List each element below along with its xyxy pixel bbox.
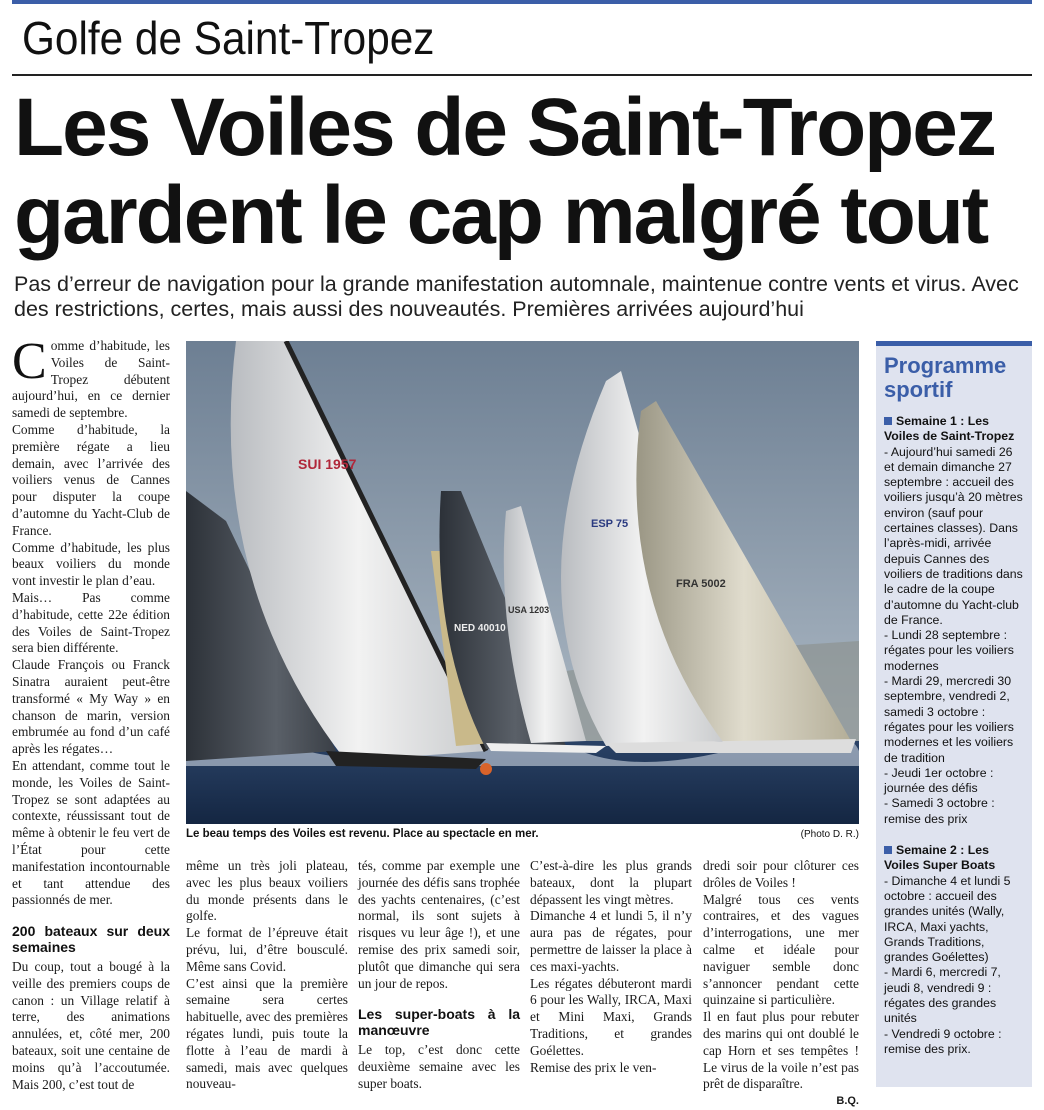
schedule-item: - Jeudi 1er octobre : journée des défis [884, 765, 994, 796]
paragraph: Comme d’habitude, la première régate a lieu demain, avec l’arrivée des voiliers venus de Cannes pour disputer la coupe d’automne du Yacht-Club de France. [12, 421, 170, 538]
sidebar-title: Programme sportif [884, 353, 1007, 402]
paragraph: Mais… Pas comme d’habitude, cette 22e édition des Voiles de Saint-Tropez sera bien différente. [12, 589, 170, 656]
programme-sidebar [876, 341, 1032, 1087]
sail-number: NED 40010 [454, 623, 506, 634]
sail-number: ESP 75 [591, 518, 629, 530]
schedule-item: - Dimanche 4 et lundi 5 octobre : accueil des grandes unités (Wally, IRCA, Maxi yachts, Grands Traditions, grandes Goélettes) [884, 873, 1011, 965]
sidebar-body [876, 402, 1032, 1057]
caption-text: Le beau temps des Voiles est revenu. Place au spectacle en mer. [186, 828, 539, 840]
paragraph: Remise des prix le ven- [530, 1059, 657, 1075]
schedule-item: - Vendredi 9 octobre : remise des prix. [884, 1026, 1002, 1056]
headline-line-1: Les Voiles de Saint-Tropez [14, 82, 995, 173]
schedule-item: - Lundi 28 septembre : régates pour les voiliers modernes [884, 628, 1014, 673]
paragraph: Dimanche 4 et lundi 5, il n’y aura pas de régates, pour permettre de laisser la place à ces maxi-yachts. [530, 908, 692, 974]
square-bullet-icon [884, 846, 892, 854]
sail-number: USA 1203 [508, 605, 550, 615]
subhead-200-bateaux: 200 bateaux sur deux semaines [12, 923, 170, 956]
headline [14, 84, 1038, 260]
section-title: Golfe de Saint-Tropez [22, 12, 435, 64]
article-column-3 [358, 858, 520, 1093]
square-bullet-icon [884, 417, 892, 425]
schedule-item: - Aujourd’hui samedi 26 et demain dimanche 27 septembre : accueil des voiliers jusqu’à 20 mètres environ (sauf pour certaines classes). Dans l’après-midi, arrivée depuis Cannes des voiliers de traditions dans le cadre de la coupe d’automne du Yacht-club de France. [884, 444, 1023, 627]
deck-subtitle: Pas d’erreur de navigation pour la grande manifestation automnale, maintenue contre vents et virus. Avec des restrictions, certes, mais aussi des nouveautés. Premières arrivées aujourd’hui [14, 272, 1019, 321]
article-column-2 [186, 858, 348, 1093]
dropcap: C [12, 333, 47, 390]
paragraph: Malgré tous ces vents contraires, et des vagues d’interrogations, une mer calme et idéale pour naviguer semble donc s’annoncer pendant cette quinzaine si particulière. [703, 891, 859, 1008]
paragraph: En attendant, comme tout le monde, les Voiles de Saint-Tropez se sont adaptées au contexte, réussissant tout de même à obtenir le feu vert de l’État pour cette manifestation incontournable et tant attendue des passionnés de mer. [12, 757, 170, 908]
sailboats-illustration [186, 341, 859, 824]
paragraph: C’est ainsi que la première semaine sera certes habituelle, avec des premières régates lundi, puis toute la flotte à l’eau de mardi à samedi, mais avec quelques nouveau- [186, 975, 348, 1092]
paragraph: tés, comme par exemple une journée des défis sans trophée des yachts centenaires, (c’est normal, ils sont sujets à risques vu leur âge !), et une remise des prix samedi soir, plutôt que dimanche qui sera un jour de repos. [358, 858, 520, 991]
article-column-5 [703, 858, 859, 1110]
top-accent-bar [12, 0, 1032, 4]
sail-number: FRA 5002 [676, 578, 726, 590]
article-column-1 [12, 333, 170, 1093]
photo-caption [186, 828, 859, 840]
paragraph: Du coup, tout a bougé à la veille des premiers coups de canon : un Village relatif à terre, des animations annulées, et, côté mer, 200 bateaux, soit une centaine de moins qu’à l’accoutumée. Mais 200, c’est tout de [12, 959, 170, 1092]
regatta-photo [186, 341, 859, 824]
author-signature: B.Q. [836, 1095, 859, 1108]
schedule-item: - Mardi 29, mercredi 30 septembre, vendredi 2, samedi 3 octobre : régates pour les voiliers modernes et les voiliers de tradition [884, 674, 1014, 765]
sail-number: SUI 1957 [298, 456, 357, 472]
paragraph: Le format de l’épreuve était prévu, lui, d’être bousculé. Même sans Covid. [186, 925, 348, 974]
paragraph: Claude François ou Franck Sinatra auraient peut-être transformé « My Way » en chanson de marin, version embrumée au fond d’un café après les régates… [12, 657, 170, 757]
headline-line-2: gardent le cap malgré tout [14, 170, 988, 261]
week-1-heading: Semaine 1 : Les Voiles de Saint-Tropez [884, 414, 1015, 444]
schedule-item: - Samedi 3 octobre : remise des prix [884, 796, 995, 826]
paragraph: dredi soir pour clôturer ces drôles de Voiles ! [703, 858, 859, 890]
paragraph: Comme d’habitude, les plus beaux voiliers du monde vont investir le plan d’eau. [12, 539, 170, 589]
sidebar-accent-bar [876, 341, 1032, 346]
photo-credit: (Photo D. R.) [800, 829, 859, 840]
subhead-super-boats: Les super-boats à la manœuvre [358, 1006, 520, 1039]
paragraph: omme d’habitude, les Voiles de Saint-Tropez débutent aujourd’hui, en ce dernier samedi de septembre. [12, 338, 170, 421]
paragraph: Il en faut plus pour rebuter des marins qui ont doublé le cap Horn et ses tempêtes ! Le virus de la voile n’est pas prêt de disparaître. [703, 1009, 859, 1092]
paragraph: Le top, c’est donc cette deuxième semaine avec les super boats. [358, 1042, 520, 1091]
section-rule [12, 74, 1032, 76]
article-column-4 [530, 858, 692, 1076]
schedule-item: - Mardi 6, mercredi 7, jeudi 8, vendredi 9 : régates des grandes unités [884, 965, 1001, 1026]
paragraph: même un très joli plateau, avec les plus beaux voiliers du monde présents dans le golfe. [186, 858, 348, 924]
paragraph: Les régates débuteront mardi 6 pour les Wally, IRCA, Maxi et Mini Maxi, Grands Traditions, et grandes Goélettes. [530, 975, 692, 1058]
week-2-heading: Semaine 2 : Les Voiles Super Boats [884, 843, 996, 873]
paragraph: C’est-à-dire les plus grands bateaux, dont la plupart dépassent les vingt mètres. [530, 858, 692, 907]
